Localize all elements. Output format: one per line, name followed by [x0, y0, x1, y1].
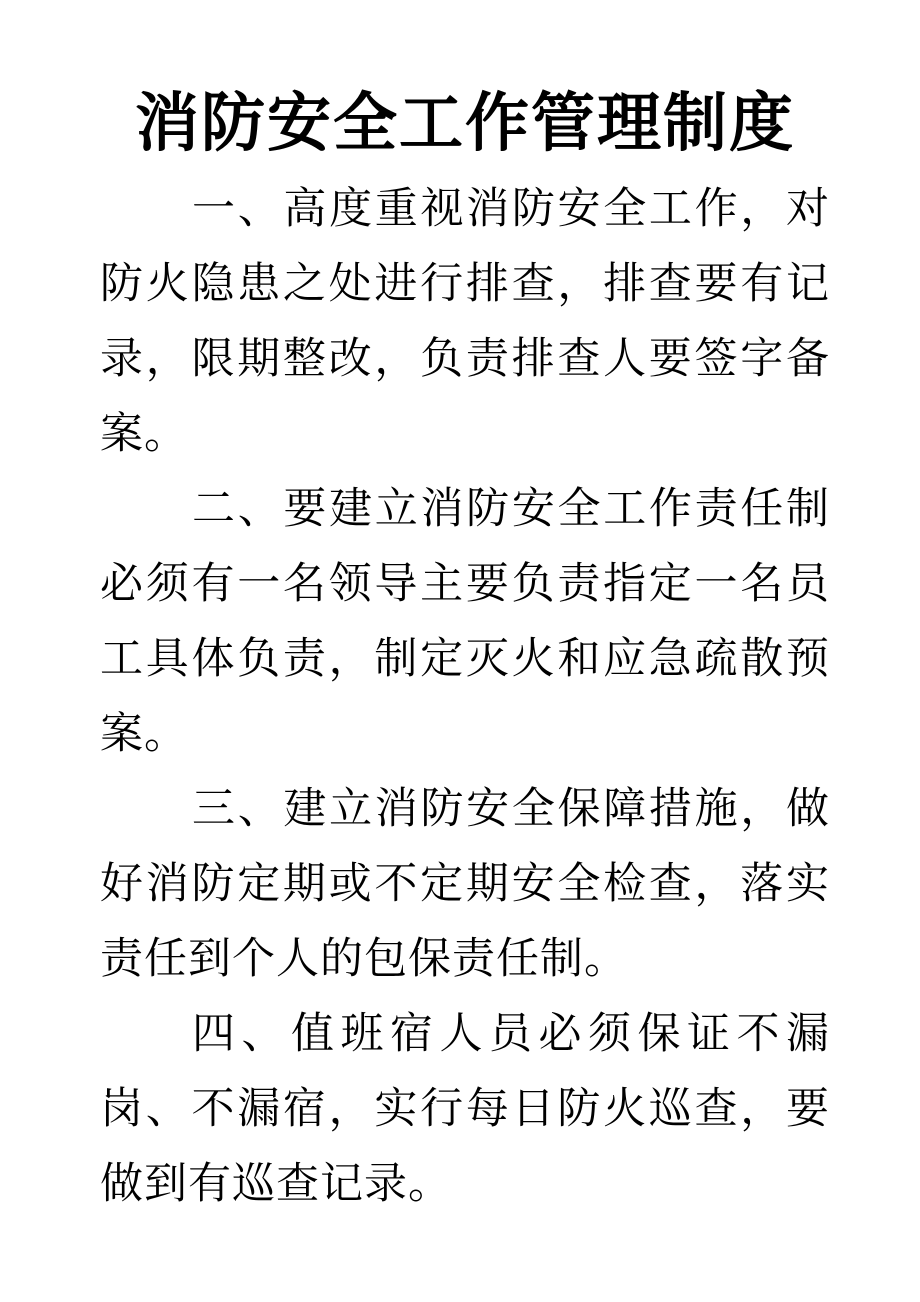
paragraph-4: 四、值班宿人员必须保证不漏岗、不漏宿，实行每日防火巡查，要做到有巡查记录。: [100, 1009, 830, 1209]
paragraph-3: 三、建立消防安全保障措施，做好消防定期或不定期安全检查，落实责任到个人的包保责任制。: [100, 784, 830, 984]
paragraph-1: 一、高度重视消防安全工作，对防火隐患之处进行排查，排查要有记录，限期整改，负责排查人要签字备案。: [100, 184, 830, 459]
paragraph-2: 二、要建立消防安全工作责任制必须有一名领导主要负责指定一名员工具体负责，制定灭火和应急疏散预案。: [100, 484, 830, 759]
document-title: 消防安全工作管理制度: [135, 86, 795, 161]
document-body: [100, 172, 830, 1222]
